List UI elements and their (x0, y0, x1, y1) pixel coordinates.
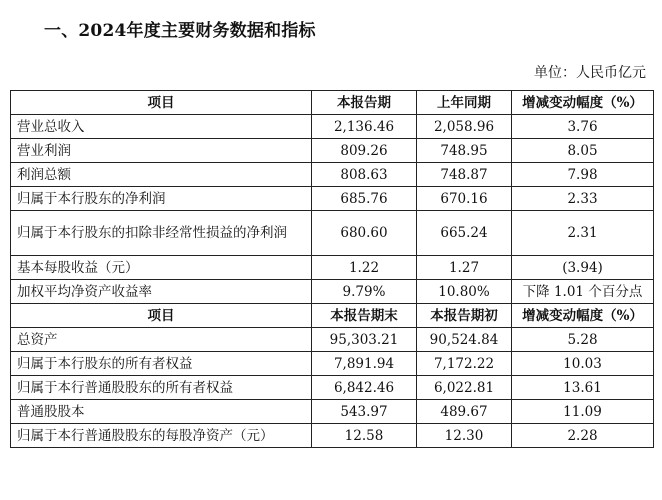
change-value: 8.05 (512, 139, 654, 163)
table-row (11, 424, 654, 448)
row-label: 利润总额 (11, 163, 312, 187)
change-value: (3.94) (512, 256, 654, 280)
table-header-row-balance (11, 304, 654, 328)
current-value: 95,303.21 (312, 328, 417, 352)
change-value: 下降 1.01 个百分点 (512, 280, 654, 304)
change-value: 2.31 (512, 211, 654, 256)
row-label: 基本每股收益（元） (11, 256, 312, 280)
prior-value: 12.30 (417, 424, 512, 448)
table-row (11, 352, 654, 376)
header-change-pct: 增减变动幅度（%） (512, 304, 654, 328)
current-value: 12.58 (312, 424, 417, 448)
header-period-end: 本报告期末 (312, 304, 417, 328)
current-value: 809.26 (312, 139, 417, 163)
current-value: 7,891.94 (312, 352, 417, 376)
header-item: 项目 (11, 304, 312, 328)
financial-data-table (10, 90, 654, 448)
table-row (11, 139, 654, 163)
current-value: 1.22 (312, 256, 417, 280)
header-period-start: 本报告期初 (417, 304, 512, 328)
section-title: 一、2024年度主要财务数据和指标 (44, 21, 316, 41)
table-header-row (11, 91, 654, 115)
change-value: 7.98 (512, 163, 654, 187)
change-value: 13.61 (512, 376, 654, 400)
currency-unit-label: 单位：人民币亿元 (534, 65, 646, 81)
row-label: 归属于本行股东的所有者权益 (11, 352, 312, 376)
prior-value: 1.27 (417, 256, 512, 280)
current-value: 680.60 (312, 211, 417, 256)
prior-value: 7,172.22 (417, 352, 512, 376)
table-row (11, 163, 654, 187)
row-label: 归属于本行普通股股东的每股净资产（元） (11, 424, 312, 448)
prior-value: 748.87 (417, 163, 512, 187)
row-label: 归属于本行普通股股东的所有者权益 (11, 376, 312, 400)
change-value: 2.33 (512, 187, 654, 211)
row-label: 加权平均净资产收益率 (11, 280, 312, 304)
table-row (11, 280, 654, 304)
prior-value: 10.80% (417, 280, 512, 304)
prior-value: 90,524.84 (417, 328, 512, 352)
prior-value: 6,022.81 (417, 376, 512, 400)
current-value: 808.63 (312, 163, 417, 187)
current-value: 6,842.46 (312, 376, 417, 400)
prior-value: 748.95 (417, 139, 512, 163)
table-row (11, 187, 654, 211)
current-value: 543.97 (312, 400, 417, 424)
row-label: 普通股股本 (11, 400, 312, 424)
header-prior-period: 上年同期 (417, 91, 512, 115)
prior-value: 489.67 (417, 400, 512, 424)
change-value: 3.76 (512, 115, 654, 139)
row-label: 营业总收入 (11, 115, 312, 139)
header-change-pct: 增减变动幅度（%） (512, 91, 654, 115)
table-row (11, 328, 654, 352)
table-row (11, 211, 654, 256)
current-value: 2,136.46 (312, 115, 417, 139)
table-row (11, 115, 654, 139)
table-row (11, 376, 654, 400)
change-value: 5.28 (512, 328, 654, 352)
change-value: 10.03 (512, 352, 654, 376)
header-current-period: 本报告期 (312, 91, 417, 115)
current-value: 9.79% (312, 280, 417, 304)
table-row (11, 400, 654, 424)
row-label: 总资产 (11, 328, 312, 352)
change-value: 11.09 (512, 400, 654, 424)
change-value: 2.28 (512, 424, 654, 448)
prior-value: 670.16 (417, 187, 512, 211)
header-item: 项目 (11, 91, 312, 115)
row-label: 归属于本行股东的净利润 (11, 187, 312, 211)
prior-value: 2,058.96 (417, 115, 512, 139)
table-row (11, 256, 654, 280)
row-label: 归属于本行股东的扣除非经常性损益的净利润 (11, 211, 312, 256)
current-value: 685.76 (312, 187, 417, 211)
row-label: 营业利润 (11, 139, 312, 163)
prior-value: 665.24 (417, 211, 512, 256)
